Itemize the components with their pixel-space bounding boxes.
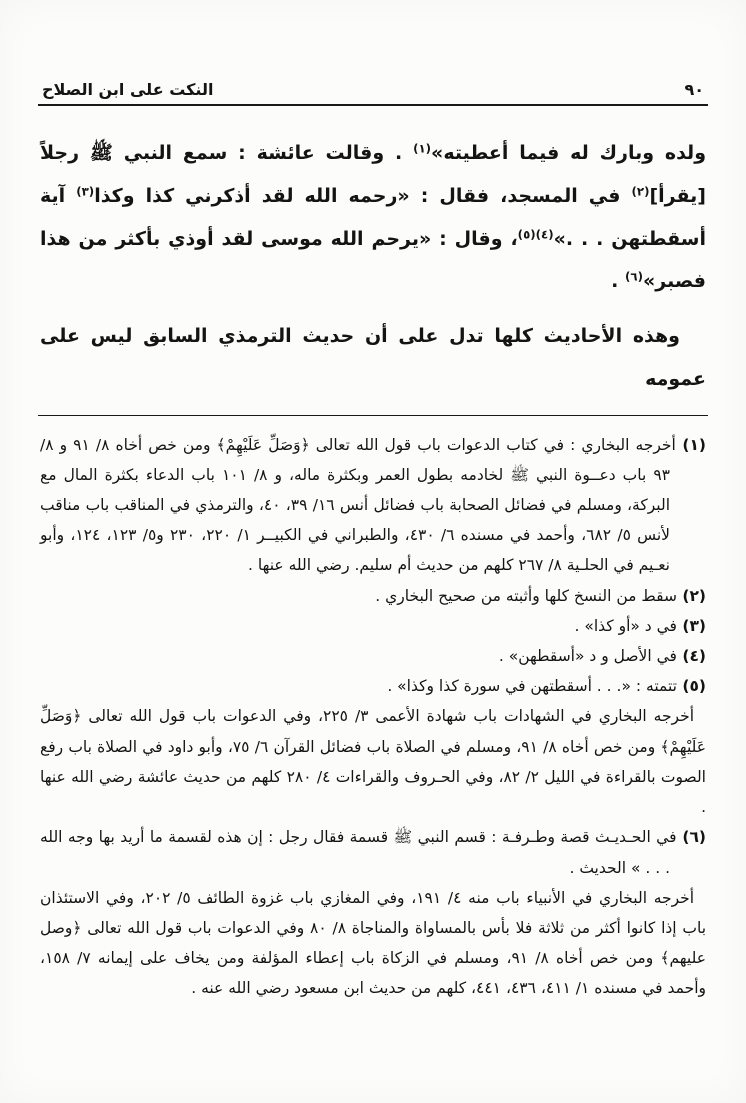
footnote-reference: (٦) (625, 269, 643, 284)
footnote-marker: (٤) (676, 647, 706, 666)
body-text-segment: آية أسقطتهن . . .» (40, 184, 706, 250)
footnote-reference: (٢) (631, 184, 650, 199)
body-text (38, 132, 708, 401)
footnote-reference: (٤)(٥) (517, 227, 554, 242)
body-text-segment: ولده وبارك له فيما أعطيته» (431, 142, 707, 164)
footnote-marker: (٣) (676, 616, 706, 635)
page-header (38, 80, 708, 104)
body-text-segment: . (611, 270, 626, 293)
body-text-segment: . وقالت عائشة : سمع النبي ﷺ رجلاً [يقرأ] (40, 142, 706, 207)
footnote-separator (38, 415, 708, 416)
page-number: ٩٠ (684, 80, 704, 99)
footnote-paragraph: (١) أخرجه البخاري : في كتاب الدعوات باب قول الله تعالى ﴿وَصَلِّ عَلَيْهِمْ﴾ ومن خص أخاه ٨/ ٩١ و ٨/ ٩٣ باب دعــوة النبي ﷺ لخادمه بطول العمر وبكثرة ماله، و ٨/ ١٠١ باب الدعاء بكثرة المال مع البركة، ومسلم في فضائل الصحابة باب فضائل أنس ١٦/ ٣٩، ٤٠، والترمذي في المناقب باب مناقب لأنس ٥/ ٦٨٢، وأحمد في مسنده ٦/ ٤٣٠، والطبراني في الكبيــر ١/ ٢٢٠، ٢٣٠ و٥/ ١٢٣، ١٢٤، وأبو نعـيم في الحلـية ٨/ ٢٦٧ كلهم من حديث أم سليم. رضي الله عنها . (40, 435, 707, 575)
book-title: النكت على ابن الصلاح (42, 80, 214, 99)
footnotes-section (38, 430, 708, 1004)
footnote-paragraph: أخرجه البخاري في الأنبياء باب منه ٤/ ١٩١، وفي المغازي باب غزوة الطائف ٥/ ٢٠٢، وفي الاستئذان باب إذا كانوا أكثر من ثلاثة فلا بأس بالمساواة والمناجاة ٨/ ٨٠ وفي الدعوات باب قول الله تعالى ﴿وصل عليهم﴾ ومن خص أخاه ٨/ ٩١، ومسلم في الزكاة باب إعطاء المؤلفة ومن يخاف على إيمانه ٧/ ١٥٨، وأحمد في مسنده ١/ ٤١١، ٤٣٦، ٤٤١، كلهم من حديث ابن مسعود رضي الله عنه . (40, 888, 707, 998)
footnote-paragraph: أخرجه البخاري في الشهادات باب شهادة الأعمى ٣/ ٢٢٥، وفي الدعوات باب قول الله تعالى ﴿وَصَلِّ عَلَيْهِمْ﴾ ومن خص أخاه ٨/ ٩١، ومسلم في الصلاة باب فضائل القرآن ٦/ ٧٥، وأبو داود في الصلاة باب رفع الصوت بالقراءة في الليل ٢/ ٨٢، وفي الحـروف والقراءات ٤/ ٢٨٠ كلهم من حديث عائشة رضي الله عنها . (40, 707, 707, 817)
body-paragraph (40, 132, 706, 303)
footnote-paragraph: (٥) تتمته : «. . . أسقطتهن في سورة كذا وكذا» . (387, 677, 706, 696)
footnote-marker: (٦) (676, 828, 707, 847)
footnote-marker: (٥) (676, 677, 706, 696)
header-rule (38, 104, 708, 106)
body-text-segment: في المسجد، فقال : «رحمه الله لقد أذكرني كذا وكذا (94, 184, 632, 207)
footnote-paragraph: (٦) في الحـديـث قصة وطـرفـة : قسم النبي ﷺ قسمة فقال رجل : إن هذه لقسمة ما أريد بها وجه الله . . . » الحديث . (40, 828, 707, 877)
footnote-paragraph: (٤) في الأصل و د «أسقطهن» . (498, 647, 706, 666)
footnote-paragraph: (٣) في د «أو كذا» . (574, 616, 706, 635)
body-paragraph (40, 315, 706, 401)
body-text-segment: ، وقال : «يرحم الله موسى لقد أوذي بأكثر من هذا فصبر» (40, 227, 706, 293)
footnote-paragraph: (٢) سقط من النسخ كلها وأثبته من صحيح البخاري . (375, 586, 706, 605)
footnote-marker: (١) (675, 435, 707, 454)
footnote-marker: (٢) (676, 586, 706, 605)
footnote-reference: (٣) (76, 184, 95, 199)
body-text-segment: وهذه الأحاديث كلها تدل على أن حديث الترمذي السابق ليس على عمومه (40, 325, 706, 390)
footnote-reference: (١) (413, 141, 432, 156)
